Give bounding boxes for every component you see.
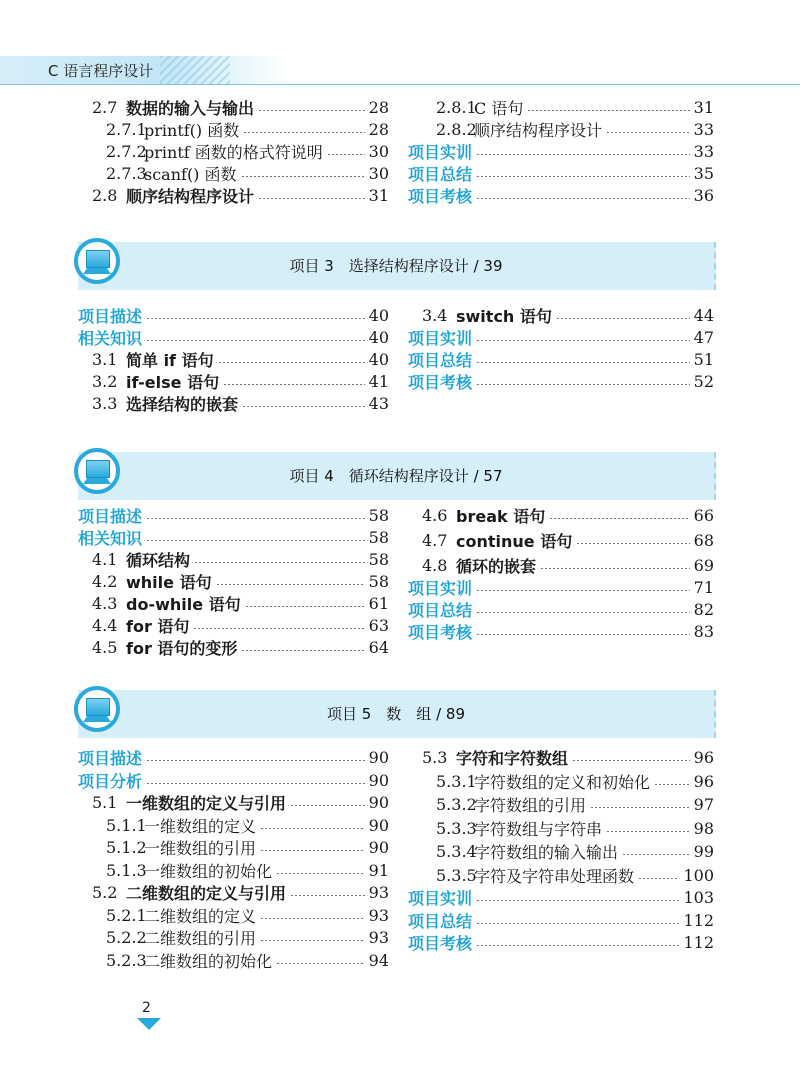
entry-number: 5.3.2: [436, 795, 477, 814]
dot-leader: [476, 340, 690, 341]
entry-label: 一维数组的定义: [144, 816, 257, 836]
entry-page-number: 112: [683, 910, 714, 930]
dot-leader: [146, 540, 365, 541]
entry-page-number: 63: [368, 616, 389, 635]
entry-page-number: 90: [368, 815, 389, 835]
entry-page-number: 97: [693, 795, 714, 814]
entry-page-number: 40: [368, 350, 389, 369]
toc-entry[interactable]: [408, 184, 714, 207]
dot-leader: [290, 895, 365, 896]
entry-number: 3.1: [92, 350, 118, 369]
dot-leader: [327, 154, 365, 155]
toc-entry[interactable]: [408, 620, 714, 643]
entry-number: 2.8.2: [436, 120, 477, 139]
toc-entry[interactable]: [436, 817, 714, 840]
entry-label: for 语句: [126, 617, 190, 636]
dot-leader: [476, 176, 690, 177]
entry-number: 4.6: [422, 506, 448, 525]
dot-leader: [654, 784, 690, 785]
entry-number: 4.7: [422, 531, 448, 550]
project-5-banner[interactable]: [78, 690, 716, 738]
entry-page-number: 83: [693, 622, 714, 641]
dot-leader: [260, 918, 365, 919]
entry-label: 字符数组的引用: [474, 796, 587, 815]
entry-label: switch 语句: [456, 307, 552, 326]
entry-label: 项目总结: [408, 911, 473, 931]
dot-leader: [549, 518, 689, 519]
entry-page-number: 30: [368, 164, 389, 183]
entry-page-number: 40: [368, 328, 389, 347]
entry-number: 4.4: [92, 616, 118, 635]
dot-leader: [193, 628, 364, 629]
entry-label: 字符数组的定义和初始化: [474, 772, 651, 792]
dot-leader: [146, 318, 365, 319]
entry-page-number: 31: [693, 98, 714, 117]
entry-label: 数据的输入与输出: [126, 99, 255, 118]
entry-label: C 语句: [474, 99, 524, 118]
entry-page-number: 33: [693, 142, 714, 161]
toc-entry[interactable]: [408, 326, 714, 349]
entry-page-number: 93: [368, 928, 389, 947]
entry-number: 3.3: [92, 394, 118, 413]
entry-page-number: 41: [368, 372, 389, 391]
dot-leader: [223, 384, 365, 385]
toc-entry[interactable]: [408, 370, 714, 393]
dot-leader: [476, 923, 679, 924]
entry-page-number: 93: [368, 905, 389, 925]
entry-page-number: 64: [368, 638, 389, 657]
entry-page-number: 28: [368, 120, 389, 139]
entry-label: 循环结构: [126, 551, 191, 570]
entry-number: 4.3: [92, 594, 118, 613]
entry-label: if-else 语句: [126, 373, 220, 392]
entry-page-number: 90: [368, 838, 389, 857]
toc-entry[interactable]: [78, 504, 389, 527]
entry-label: 相关知识: [78, 329, 143, 348]
entry-number: 2.7.2: [106, 142, 147, 161]
dot-leader: [241, 650, 364, 651]
toc-entry[interactable]: [422, 554, 714, 577]
dot-leader: [260, 850, 365, 851]
dot-leader: [476, 612, 690, 613]
page-number: 2: [142, 1000, 151, 1016]
toc-entry[interactable]: [106, 904, 389, 927]
entry-page-number: 31: [368, 186, 389, 205]
toc-entry[interactable]: [408, 576, 714, 599]
toc-entry[interactable]: [106, 859, 389, 882]
entry-label: 一维数组的定义与引用: [126, 794, 287, 813]
project-4-banner[interactable]: [78, 452, 716, 500]
dot-leader: [622, 854, 690, 855]
toc-entry[interactable]: [422, 746, 714, 769]
entry-label: 项目总结: [408, 351, 473, 370]
entry-number: 5.3.1: [436, 771, 477, 791]
entry-label: scanf() 函数: [144, 165, 237, 184]
dot-leader: [476, 900, 679, 901]
dot-leader: [258, 198, 365, 199]
entry-page-number: 112: [683, 933, 714, 952]
dot-leader: [242, 406, 365, 407]
entry-page-number: 71: [693, 578, 714, 597]
entry-page-number: 69: [693, 556, 714, 575]
toc-entry[interactable]: [408, 598, 714, 621]
entry-label: 项目描述: [78, 307, 143, 326]
toc-entry[interactable]: [436, 118, 714, 141]
dot-leader: [260, 940, 365, 941]
entry-page-number: 33: [693, 120, 714, 139]
toc-entry[interactable]: [408, 348, 714, 371]
entry-page-number: 61: [368, 594, 389, 613]
entry-page-number: 43: [368, 394, 389, 413]
entry-number: 4.8: [422, 556, 448, 575]
dot-leader: [590, 807, 690, 808]
toc-entry[interactable]: [78, 304, 389, 327]
entry-label: 循环的嵌套: [456, 557, 537, 576]
dot-leader: [638, 878, 679, 879]
dot-leader: [218, 362, 365, 363]
entry-page-number: 91: [368, 860, 389, 880]
toc-entry[interactable]: [436, 793, 714, 816]
project-3-title: 项目 3 选择结构程序设计 / 39: [289, 257, 503, 275]
entry-label: 项目考核: [408, 623, 473, 642]
toc-entry[interactable]: [78, 746, 389, 769]
entry-number: 4.5: [92, 638, 118, 657]
dot-leader: [476, 590, 690, 591]
entry-number: 5.3.4: [436, 842, 477, 861]
entry-page-number: 58: [368, 528, 389, 547]
project-5-title: 项目 5 数 组 / 89: [327, 705, 465, 723]
entry-label: printf() 函数: [144, 121, 240, 140]
toc-entry[interactable]: [92, 184, 389, 207]
entry-label: 项目实训: [408, 889, 473, 908]
dot-leader: [476, 198, 690, 199]
book-title: C 语言程序设计: [48, 62, 154, 80]
toc-entry[interactable]: [106, 118, 389, 141]
toc-entry[interactable]: [92, 592, 389, 615]
dot-leader: [476, 945, 679, 946]
dot-leader: [476, 154, 690, 155]
entry-page-number: 66: [693, 506, 714, 525]
entry-label: 项目描述: [78, 507, 143, 526]
entry-label: 二维数组的初始化: [144, 951, 273, 971]
entry-label: for 语句的变形: [126, 639, 238, 658]
toc-entry[interactable]: [92, 348, 389, 371]
entry-number: 5.1.3: [106, 860, 147, 880]
dot-leader: [241, 176, 365, 177]
entry-label: 字符及字符串处理函数: [474, 866, 635, 886]
entry-page-number: 93: [368, 883, 389, 902]
dot-leader: [194, 562, 365, 563]
toc-entry[interactable]: [436, 770, 714, 793]
dot-leader: [146, 340, 365, 341]
dot-leader: [290, 805, 365, 806]
dot-leader: [476, 634, 690, 635]
entry-number: 5.3.3: [436, 818, 477, 838]
entry-label: printf 函数的格式符说明: [144, 143, 323, 162]
entry-label: 项目实训: [408, 143, 473, 162]
entry-label: break 语句: [456, 507, 546, 526]
entry-page-number: 58: [368, 506, 389, 525]
entry-number: 2.7: [92, 98, 118, 117]
dot-leader: [476, 362, 690, 363]
entry-number: 5.2: [92, 883, 118, 902]
entry-number: 2.8.1: [436, 98, 477, 117]
entry-page-number: 96: [693, 771, 714, 791]
entry-label: 二维数组的定义与引用: [126, 884, 287, 903]
entry-label: 字符和字符数组: [456, 749, 569, 768]
entry-number: 5.2.3: [106, 950, 147, 970]
toc-entry[interactable]: [78, 326, 389, 349]
toc-entry[interactable]: [92, 392, 389, 415]
dot-leader: [527, 110, 689, 111]
entry-page-number: 100: [683, 865, 714, 885]
entry-page-number: 44: [693, 306, 714, 325]
toc-entry[interactable]: [106, 949, 389, 972]
toc-entry[interactable]: [436, 864, 714, 887]
toc-entry[interactable]: [106, 162, 389, 185]
entry-page-number: 90: [368, 770, 389, 790]
toc-entry[interactable]: [408, 140, 714, 163]
dot-leader: [243, 132, 364, 133]
entry-page-number: 40: [368, 306, 389, 325]
dot-leader: [606, 831, 690, 832]
entry-page-number: 58: [368, 572, 389, 591]
entry-page-number: 47: [693, 328, 714, 347]
entry-number: 5.1: [92, 793, 118, 812]
toc-entry[interactable]: [92, 570, 389, 593]
entry-number: 5.1.1: [106, 815, 147, 835]
toc-entry[interactable]: [408, 886, 714, 909]
entry-page-number: 30: [368, 142, 389, 161]
toc-entry[interactable]: [92, 370, 389, 393]
entry-page-number: 82: [693, 600, 714, 619]
entry-label: 顺序结构程序设计: [474, 121, 603, 140]
entry-number: 3.2: [92, 372, 118, 391]
page-marker-triangle: [137, 1018, 161, 1030]
entry-label: 项目考核: [408, 373, 473, 392]
dot-leader: [572, 760, 690, 761]
dot-leader: [258, 110, 365, 111]
entry-label: 二维数组的引用: [144, 929, 257, 948]
toc-entry[interactable]: [106, 814, 389, 837]
toc-entry[interactable]: [408, 931, 714, 954]
dot-leader: [260, 828, 365, 829]
entry-label: 项目分析: [78, 771, 143, 791]
toc-entry[interactable]: [436, 840, 714, 863]
toc-entry[interactable]: [92, 636, 389, 659]
toc-entry[interactable]: [408, 909, 714, 932]
entry-label: 字符数组的输入输出: [474, 843, 619, 862]
entry-number: 5.1.2: [106, 838, 147, 857]
dot-leader: [540, 568, 690, 569]
dot-leader: [216, 584, 365, 585]
toc-entry[interactable]: [106, 836, 389, 859]
dot-leader: [146, 518, 365, 519]
toc-entry[interactable]: [106, 140, 389, 163]
toc-entry[interactable]: [436, 96, 714, 119]
toc-entry[interactable]: [422, 504, 714, 527]
entry-label: 项目总结: [408, 165, 473, 184]
dot-leader: [146, 783, 365, 784]
entry-page-number: 103: [683, 888, 714, 907]
entry-number: 5.2.1: [106, 905, 147, 925]
entry-label: continue 语句: [456, 532, 573, 551]
toc-entry[interactable]: [92, 791, 389, 814]
dot-leader: [606, 132, 690, 133]
dot-leader: [245, 606, 365, 607]
toc-entry[interactable]: [78, 769, 389, 792]
entry-label: 选择结构的嵌套: [126, 395, 239, 414]
dot-leader: [576, 543, 689, 544]
entry-label: 项目实训: [408, 329, 473, 348]
entry-page-number: 58: [368, 550, 389, 569]
project-3-banner[interactable]: [78, 242, 716, 290]
entry-number: 5.2.2: [106, 928, 147, 947]
entry-number: 5.3.5: [436, 865, 477, 885]
toc-entry[interactable]: [106, 926, 389, 949]
entry-label: 项目描述: [78, 749, 143, 768]
toc-entry[interactable]: [92, 96, 389, 119]
entry-label: 一维数组的引用: [144, 839, 257, 858]
dot-leader: [146, 760, 365, 761]
entry-number: 4.1: [92, 550, 118, 569]
entry-label: 字符数组与字符串: [474, 819, 603, 839]
toc-entry[interactable]: [422, 529, 714, 552]
entry-number: 2.8: [92, 186, 118, 205]
entry-number: 5.3: [422, 748, 448, 767]
entry-page-number: 94: [368, 950, 389, 970]
dot-leader: [476, 384, 690, 385]
entry-page-number: 96: [693, 748, 714, 767]
entry-label: 简单 if 语句: [126, 351, 214, 370]
entry-number: 2.7.3: [106, 164, 147, 183]
entry-page-number: 90: [368, 793, 389, 812]
entry-number: 2.7.1: [106, 120, 147, 139]
toc-entry[interactable]: [92, 881, 389, 904]
toc-entry[interactable]: [408, 162, 714, 185]
entry-label: 项目总结: [408, 601, 473, 620]
header-stripes: [160, 56, 230, 84]
project-4-title: 项目 4 循环结构程序设计 / 57: [289, 467, 503, 485]
toc-entry[interactable]: [422, 304, 714, 327]
toc-entry[interactable]: [92, 548, 389, 571]
entry-label: do-while 语句: [126, 595, 241, 614]
entry-page-number: 51: [693, 350, 714, 369]
entry-page-number: 52: [693, 372, 714, 391]
entry-page-number: 35: [693, 164, 714, 183]
entry-number: 3.4: [422, 306, 448, 325]
toc-entry[interactable]: [78, 526, 389, 549]
entry-number: 4.2: [92, 572, 118, 591]
entry-label: 一维数组的初始化: [144, 861, 273, 881]
entry-page-number: 36: [693, 186, 714, 205]
entry-label: 相关知识: [78, 529, 143, 548]
entry-label: 项目实训: [408, 579, 473, 598]
entry-page-number: 99: [693, 842, 714, 861]
dot-leader: [556, 318, 690, 319]
entry-page-number: 68: [693, 531, 714, 550]
entry-page-number: 90: [368, 748, 389, 767]
entry-page-number: 28: [368, 98, 389, 117]
entry-label: 顺序结构程序设计: [126, 187, 255, 206]
entry-label: 项目考核: [408, 934, 473, 953]
toc-entry[interactable]: [92, 614, 389, 637]
entry-label: 二维数组的定义: [144, 906, 257, 926]
dot-leader: [276, 963, 365, 964]
entry-page-number: 98: [693, 818, 714, 838]
dot-leader: [276, 873, 365, 874]
entry-label: while 语句: [126, 573, 212, 592]
entry-label: 项目考核: [408, 187, 473, 206]
